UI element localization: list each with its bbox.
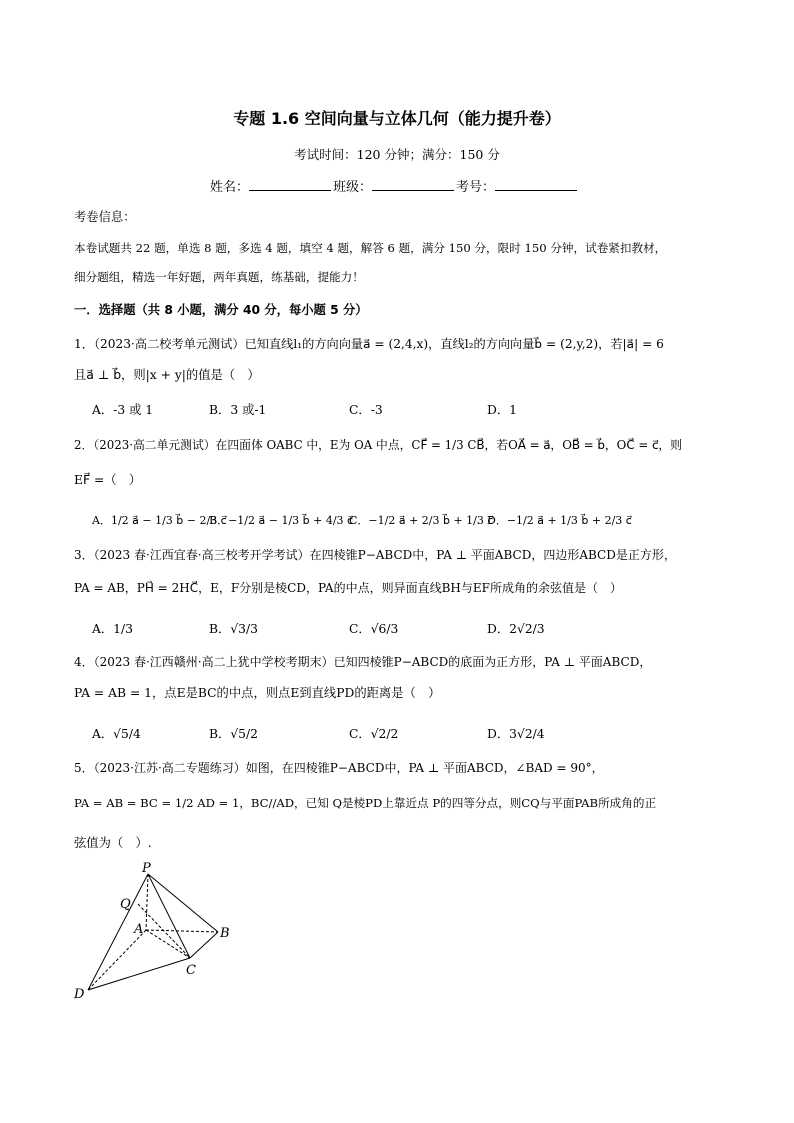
question-1-line-2: 且a⃗ ⊥ b⃗，则|x + y|的值是（ ） [74, 368, 260, 382]
q2-option-d[interactable]: D．−1/2 a⃗ + 1/3 b⃗ + 2/3 c⃗ [487, 514, 632, 527]
label-a: A [134, 922, 144, 937]
question-1-line-1: 1．（2023·高二校考单元测试）已知直线l₁的方向向量a⃗ = (2,4,x)，直线l₂的方向向量b⃗ = (2,y,2)，若|a⃗| = 6 [74, 337, 664, 351]
q1-option-c[interactable]: C．-3 [349, 403, 383, 417]
question-5-line-1: 5．（2023·江苏·高二专题练习）如图，在四棱锥P−ABCD中，PA ⊥ 平面ABCD，∠BAD = 90°， [74, 761, 604, 775]
q1-option-d[interactable]: D．1 [487, 403, 517, 417]
edge-bc [190, 932, 218, 958]
q3-option-c[interactable]: C．√6/3 [349, 622, 399, 636]
edge-pb [148, 874, 218, 932]
label-p: P [142, 861, 151, 876]
edge-ab [146, 930, 218, 932]
name-blank[interactable] [249, 178, 331, 191]
question-4-line-2: PA = AB = 1，点E是BC的中点，则点E到直线PD的距离是（ ） [74, 686, 441, 700]
q1-option-b[interactable]: B．3 或-1 [209, 403, 267, 417]
question-3-line-2: PA = AB，PH⃗ = 2HC⃗，E，F分别是棱CD，PA的中点，则异面直线BH与EF所成角的余弦值是（ ） [74, 581, 622, 595]
number-label: 考号： [456, 180, 496, 195]
question-3-line-1: 3．（2023 春·江西宜春·高三校考开学考试）在四棱锥P−ABCD中，PA ⊥ 平面ABCD，四边形ABCD是正方形， [74, 548, 676, 562]
edge-pc [148, 874, 190, 958]
class-blank[interactable] [372, 178, 454, 191]
section-heading: 一．选择题（共 8 小题，满分 40 分，每小题 5 分） [74, 303, 368, 317]
q3-option-a[interactable]: A．1/3 [92, 622, 133, 636]
q4-option-c[interactable]: C．√2/2 [349, 727, 399, 741]
question-5-line-2: PA = AB = BC = 1/2 AD = 1，BC//AD，已知 Q是棱PD上靠近点 P的四等分点，则CQ与平面PAB所成角的正 [74, 796, 657, 810]
q3-option-d[interactable]: D．2√2/3 [487, 622, 545, 636]
question-4-line-1: 4．（2023 春·江西赣州·高二上犹中学校考期末）已知四棱锥P−ABCD的底面为正方形，PA ⊥ 平面ABCD， [74, 655, 652, 669]
q4-option-b[interactable]: B．√5/2 [209, 727, 258, 741]
exam-meta: 考试时间：120 分钟；满分：150 分 [294, 147, 500, 162]
q2-option-c[interactable]: C．−1/2 a⃗ + 2/3 b⃗ + 1/3 c⃗ [349, 514, 494, 527]
question-5-line-3: 弦值为（ ）. [74, 836, 152, 850]
q2-option-a[interactable]: A．1/2 a⃗ − 1/3 b⃗ − 2/3 c⃗ [92, 514, 227, 527]
label-d: D [74, 987, 85, 1002]
question-2-line-1: 2．（2023·高二单元测试）在四面体 OABC 中，E为 OA 中点，CF⃗ = 1/3 CB⃗，若OA⃗ = a⃗，OB⃗ = b⃗，OC⃗ = c⃗，则 [74, 438, 683, 452]
info-line-1: 本卷试题共 22 题，单选 8 题，多选 4 题，填空 4 题，解答 6 题，满分 150 分，限时 150 分钟，试卷紧扣教材， [74, 241, 667, 255]
label-b: B [220, 926, 230, 941]
page-title: 专题 1.6 空间向量与立体几何（能力提升卷） [233, 109, 561, 128]
edge-pa [146, 874, 148, 930]
q2-option-b[interactable]: B．−1/2 a⃗ − 1/3 b⃗ + 4/3 c⃗ [209, 514, 354, 527]
pyramid-figure [60, 858, 260, 1008]
label-q: Q [120, 897, 131, 912]
q4-option-a[interactable]: A．√5/4 [92, 727, 141, 741]
info-line-2: 细分题组，精选一年好题，两年真题，练基础，提能力！ [74, 270, 364, 284]
info-heading: 考卷信息： [74, 210, 136, 224]
q1-option-a[interactable]: A．-3 或 1 [92, 403, 154, 417]
class-label: 班级： [333, 180, 373, 195]
student-fields [210, 176, 579, 195]
question-2-line-2: EF⃗ =（ ） [74, 473, 142, 487]
q3-option-b[interactable]: B．√3/3 [209, 622, 258, 636]
name-label: 姓名： [210, 180, 250, 195]
q4-option-d[interactable]: D．3√2/4 [487, 727, 545, 741]
label-c: C [186, 963, 196, 978]
number-blank[interactable] [495, 178, 577, 191]
